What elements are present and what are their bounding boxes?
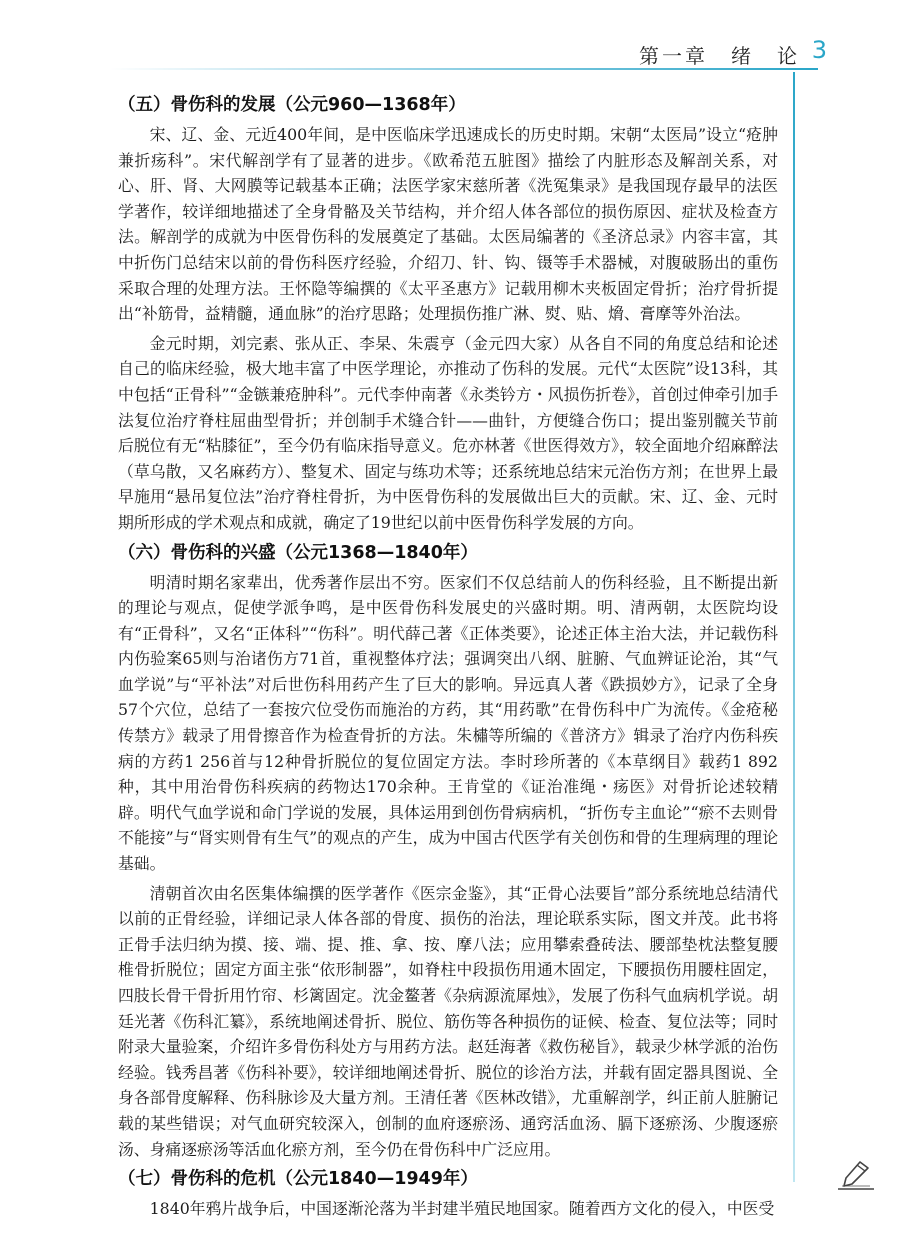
chapter-title: 第一章 绪 论 (639, 44, 800, 68)
section-heading: （七）骨伤科的危机（公元1840—1949年） (118, 1169, 478, 1190)
section-heading: （五）骨伤科的发展（公元960—1368年） (118, 95, 466, 115)
section-5 (118, 92, 778, 536)
pen-icon (834, 1158, 878, 1192)
section-7 (118, 1166, 778, 1222)
section-heading: （六）骨伤科的兴盛（公元1368—1840年） (118, 542, 478, 563)
header-rule (110, 68, 818, 70)
section-6 (118, 540, 778, 1163)
paragraph: 金元时期，刘完素、张从正、李杲、朱震亨（金元四大家）从各自不同的角度总结和论述自己的临床经验，极大地丰富了中医学理论，亦推动了伤科的发展。元代“太医院”设13科，其中包括“正骨科”“金镞兼疮肿科”。元代李仲南著《永类钤方・风损伤折卷》，首创过伸牵引加手法复位治疗脊柱屈曲型骨折；并创制手术缝合针——曲针，方便缝合伤口；提出鉴别髋关节前后脱位有无“粘膝征”，至今仍有临床指导意义。危亦林著《世医得效方》，较全面地介绍麻醉法（草乌散，又名麻药方）、整复术、固定与练功术等；还系统地总结宋元治伤方剂；在世界上最早施用“悬吊复位法”治疗脊柱骨折，为中医骨伤科的发展做出巨大的贡献。宋、辽、金、元时期所形成的学术观点和成就，确定了19世纪以前中医骨伤科学发展的方向。 (118, 333, 778, 532)
paragraph: 宋、辽、金、元近400年间，是中医临床学迅速成长的历史时期。宋朝“太医局”设立“疮肿兼折疡科”。宋代解剖学有了显著的进步。《欧希范五脏图》描绘了内脏形态及解剖关系，对心、肝、肾、大网膜等记载基本正确；法医学家宋慈所著《洗冤集录》是我国现存最早的法医学著作，较详细地描述了全身骨骼及关节结构，并介绍人体各部位的损伤原因、症状及检查方法。解剖学的成就为中医骨伤科的发展奠定了基础。太医局编著的《圣济总录》内容丰富，其中折伤门总结宋以前的骨伤科医疗经验，介绍刀、针、钩、镊等手术器械，对腹破肠出的重伤采取合理的处理方法。王怀隐等编撰的《太平圣惠方》记载用柳木夹板固定骨折；治疗骨折提出“补筋骨，益精髓，通血脉”的治疗思路；处理损伤推广淋、熨、贴、熁、膏摩等外治法。 (118, 125, 778, 324)
page-header (0, 0, 900, 72)
paragraph: 明清时期名家辈出，优秀著作层出不穷。医家们不仅总结前人的伤科经验，且不断提出新的理论与观点，促使学派争鸣，是中医骨伤科发展史的兴盛时期。明、清两朝，太医院均设有“正骨科”，又名“正体科”“伤科”。明代薛己著《正体类要》，论述正体主治大法，并记载伤科内伤验案65则与治诸伤方71首，重视整体疗法；强调突出八纲、脏腑、气血辨证论治，其“气血学说”与“平补法”对后世伤科用药产生了巨大的影响。异远真人著《跌损妙方》，记录了全身57个穴位，总结了一套按穴位受伤而施治的方药，其“用药歌”在骨伤科中广为流传。《金疮秘传禁方》载录了用骨擦音作为检查骨折的方法。朱橚等所编的《普济方》辑录了治疗内伤科疾病的方药1 256首与12种骨折脱位的复位固定方法。李时珍所著的《本草纲目》载药1 892种，其中用治骨伤科疾病的药物达170余种。王肯堂的《证治准绳・疡医》对骨折论述较精辟。明代气血学说和命门学说的发展，具体运用到创伤骨病病机，“折伤专主血论”“瘀不去则骨不能接”与“肾实则骨有生气”的观点的产生，成为中国古代医学有关创伤和骨的生理病理的理论基础。 (118, 572, 778, 874)
paragraph: 清朝首次由名医集体编撰的医学著作《医宗金鉴》，其“正骨心法要旨”部分系统地总结清代以前的正骨经验，详细记录人体各部的骨度、损伤的治法，理论联系实际，图文并茂。此书将正骨手法归纳为摸、接、端、提、推、拿、按、摩八法；应用攀索叠砖法、腰部垫枕法整复腰椎骨折脱位；固定方面主张“依形制器”，如脊柱中段损伤用通木固定，下腰损伤用腰柱固定，四肢长骨干骨折用竹帘、杉篱固定。沈金鳌著《杂病源流犀烛》，发展了伤科气血病机学说。胡廷光著《伤科汇纂》，系统地阐述骨折、脱位、筋伤等各种损伤的证候、检查、复位法等；同时附录大量验案，介绍许多骨伤科处方与用药方法。赵廷海著《救伤秘旨》，载录少林学派的治伤经验。钱秀昌著《伤科补要》，较详细地阐述骨折、脱位的诊治方法，并载有固定器具图说、全身各部骨度解释、伤科脉诊及大量方剂。王清任著《医林改错》，尤重解剖学，纠正前人脏腑记载的某些错误；对气血研究较深入，创制的血府逐瘀汤、通窍活血汤、膈下逐瘀汤、少腹逐瘀汤、身痛逐瘀汤等活血化瘀方剂，至今仍在骨伤科中广泛应用。 (118, 883, 778, 1159)
page-body (118, 92, 778, 1226)
margin-rule (793, 72, 795, 1182)
page-number: 3 (811, 36, 827, 64)
paragraph: 1840年鸦片战争后，中国逐渐沦落为半封建半殖民地国家。随着西方文化的侵入，中医受 (149, 1199, 775, 1219)
